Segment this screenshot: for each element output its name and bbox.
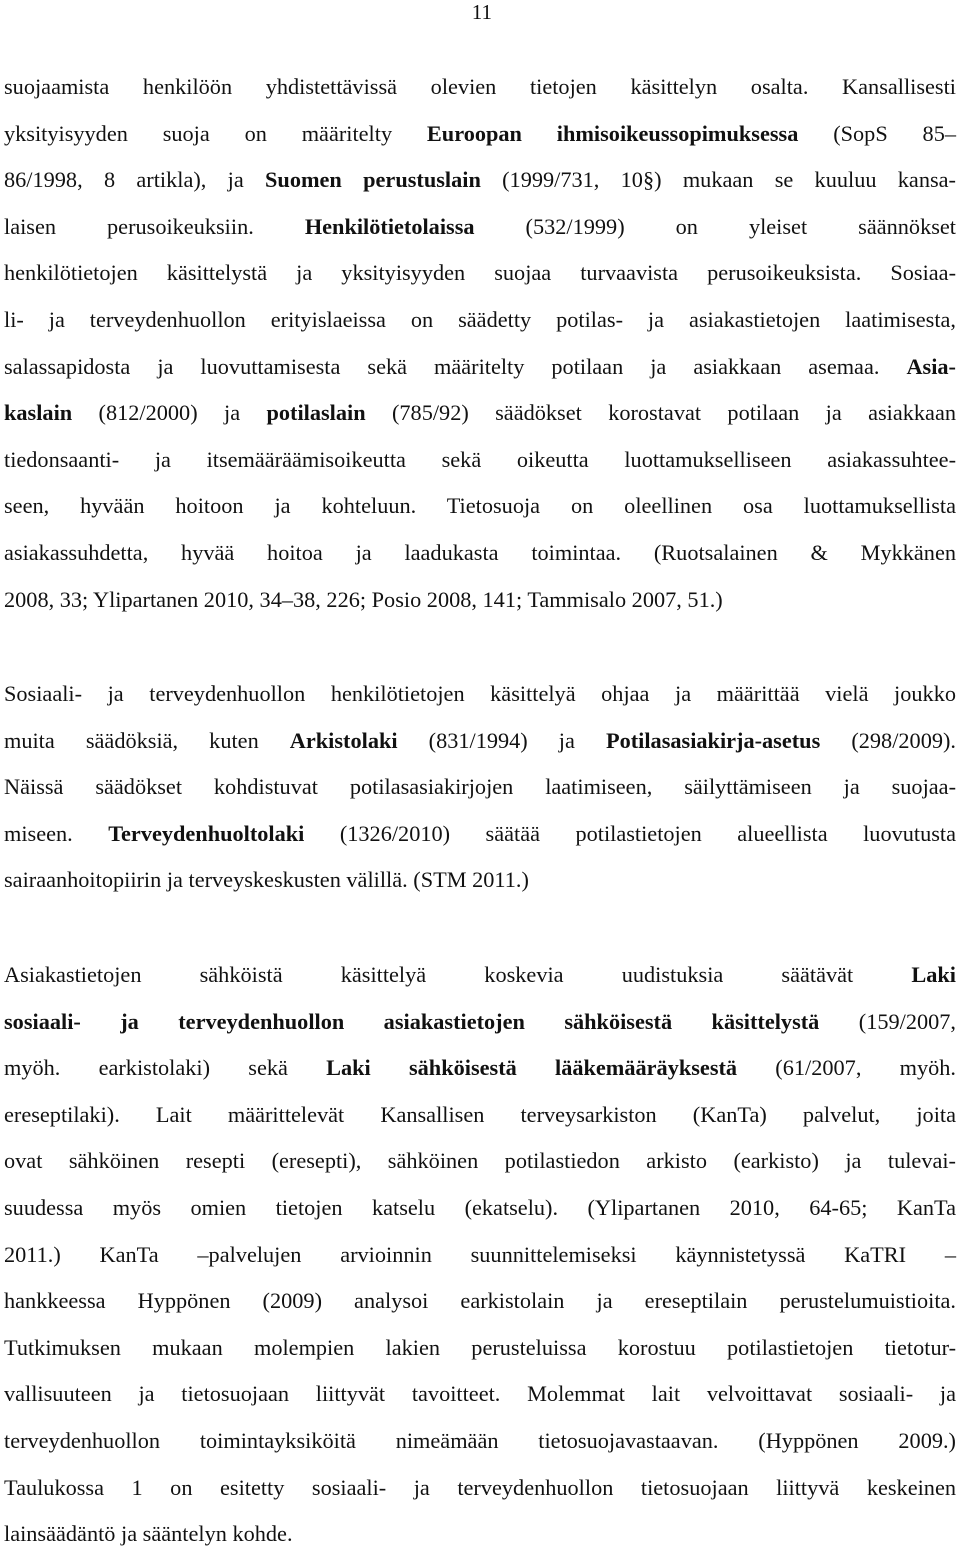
paragraph-data-protection-legislation [4, 64, 956, 623]
text-segment: (532/1999) on yleiset säännökset [474, 213, 956, 239]
law-name-bold: Laki sähköisestä lääkemääräyksestä [326, 1055, 738, 1081]
text-segment: ovat sähköinen resepti (eresepti), sähköinen potilastiedon arkisto (earkisto) ja tulevai- [4, 1148, 956, 1174]
text-segment: asiakassuhdetta, hyvää hoitoa ja laadukasta toimintaa. (Ruotsalainen & Mykkänen [4, 539, 956, 565]
text-segment: ereseptilaki). Lait määrittelevät Kansallisen terveysarkiston (KanTa) palvelut, joita [4, 1101, 956, 1127]
text-segment: li- ja terveydenhuollon erityislaeissa on säädetty potilas- ja asiakastietojen laatimisesta, [4, 306, 956, 332]
text-line [4, 111, 956, 158]
text-line [4, 811, 956, 858]
text-line [4, 1138, 956, 1185]
text-line [4, 718, 956, 765]
text-line [4, 297, 956, 344]
text-segment: seen, hyvään hoitoon ja kohteluun. Tietosuoja on oleellinen osa luottamuksellista [4, 493, 956, 519]
text-segment: Sosiaali- ja terveydenhuollon henkilötietojen käsittelyä ohjaa ja määrittää vielä joukko [4, 681, 956, 706]
text-segment: suudessa myös omien tietojen katselu (ekatselu). (Ylipartanen 2010, 64-65; KanTa [4, 1194, 956, 1220]
paragraph-electronic-processing [4, 952, 956, 1558]
text-segment: suojaamista henkilöön yhdistettävissä olevien tietojen käsittelyn osalta. Kansallisesti [4, 74, 956, 99]
text-line [4, 1045, 956, 1092]
text-line [4, 857, 956, 904]
text-line [4, 764, 956, 811]
text-segment: (831/1994) ja [397, 727, 606, 753]
text-line [4, 1278, 956, 1325]
text-segment: (SopS 85– [798, 120, 957, 146]
text-segment: (298/2009). [820, 727, 956, 753]
text-line [4, 1371, 956, 1418]
text-line [4, 204, 956, 251]
text-segment: 86/1998, 8 artikla), ja [4, 167, 266, 193]
text-segment: Näissä säädökset kohdistuvat potilasasiakirjojen laatimiseen, säilyttämiseen ja suojaa- [4, 774, 956, 800]
text-line [4, 157, 956, 204]
law-name-bold: Asia- [906, 353, 956, 379]
text-segment: Taulukossa 1 on esitetty sosiaali- ja terveydenhuollon tietosuojaan liittyvä keskeinen [4, 1474, 956, 1500]
text-line [4, 1511, 956, 1558]
text-segment: (159/2007, [819, 1008, 956, 1034]
text-line [4, 1185, 956, 1232]
text-segment: laisen perusoikeuksiin. [4, 213, 305, 239]
law-name-bold: Euroopan ihmisoikeussopimuksessa [426, 120, 799, 146]
text-segment: (1326/2010) säätää potilastietojen alueellista luovutusta [304, 820, 956, 846]
text-segment: salassapidosta ja luovuttamisesta sekä määritelty potilaan ja asiakkaan asemaa. [4, 353, 907, 379]
text-segment: 2008, 33; Ylipartanen 2010, 34–38, 226; Posio 2008, 141; Tammisalo 2007, 51.) [4, 586, 723, 612]
text-segment: sairaanhoitopiirin ja terveyskeskusten välillä. (STM 2011.) [4, 867, 529, 893]
text-segment: 2011.) KanTa –palvelujen arvioinnin suunnittelemiseksi käynnistetyssä KaTRI – [4, 1241, 956, 1267]
text-line [4, 1465, 956, 1512]
text-line [4, 671, 956, 718]
text-line [4, 250, 956, 297]
text-line [4, 437, 956, 484]
text-line [4, 1418, 956, 1465]
text-line [4, 1325, 956, 1372]
text-segment: tiedonsaanti- ja itsemääräämisoikeutta sekä oikeutta luottamukselliseen asiakassuhtee- [4, 446, 956, 472]
law-name-bold: potilaslain [266, 400, 366, 426]
text-segment: Asiakastietojen sähköistä käsittelyä koskevia uudistuksia säätävät [4, 962, 912, 987]
text-line [4, 483, 956, 530]
text-line [4, 952, 956, 999]
text-segment: terveydenhuollon toimintayksiköitä nimeämään tietosuojavastaavan. (Hyppönen 2009.) [4, 1427, 956, 1453]
text-segment: (785/92) säädökset korostavat potilaan ja asiakkaan [365, 400, 956, 426]
text-line [4, 577, 956, 624]
law-name-bold: Potilasasiakirja-asetus [605, 727, 821, 753]
text-segment: (61/2007, myöh. [737, 1055, 956, 1081]
law-name-bold: Laki [911, 962, 956, 987]
text-segment: Tutkimuksen mukaan molempien lakien perusteluissa korostuu potilastietojen tietotur- [4, 1334, 956, 1360]
law-name-bold: Arkistolaki [289, 727, 398, 753]
law-name-bold: kaslain [4, 400, 73, 426]
text-segment: (1999/731, 10§) mukaan se kuuluu kansa- [480, 167, 956, 193]
text-segment: hankkeessa Hyppönen (2009) analysoi earkistolain ja ereseptilain perustelumuistioita. [4, 1288, 956, 1314]
text-line [4, 64, 956, 111]
text-line [4, 1232, 956, 1279]
page-number-text: 11 [471, 0, 492, 24]
text-line [4, 344, 956, 391]
text-segment: henkilötietojen käsittelystä ja yksityisyyden suojaa turvaavista perusoikeuksista. Sosiaa- [4, 260, 956, 286]
text-line [4, 1092, 956, 1139]
text-segment: vallisuuteen ja tietosuojaan liittyvät tavoitteet. Molemmat lait velvoittavat sosiaali- ja [4, 1381, 956, 1407]
law-name-bold: Suomen perustuslain [265, 167, 481, 193]
text-line [4, 390, 956, 437]
text-segment: muita säädöksiä, kuten [4, 727, 290, 753]
law-name-bold: sosiaali- ja terveydenhuollon asiakastietojen sähköisestä käsittelystä [4, 1008, 820, 1034]
text-segment: myöh. earkistolaki) sekä [4, 1055, 327, 1081]
text-segment: lainsäädäntö ja sääntelyn kohde. [4, 1521, 293, 1547]
text-segment: miseen. [4, 820, 109, 846]
text-segment: (812/2000) ja [72, 400, 267, 426]
text-line [4, 999, 956, 1046]
law-name-bold: Henkilötietolaissa [304, 213, 475, 239]
text-segment: yksityisyyden suoja on määritelty [4, 120, 427, 146]
law-name-bold: Terveydenhuoltolaki [108, 820, 305, 846]
paragraph-other-regulations [4, 671, 956, 904]
text-line [4, 530, 956, 577]
